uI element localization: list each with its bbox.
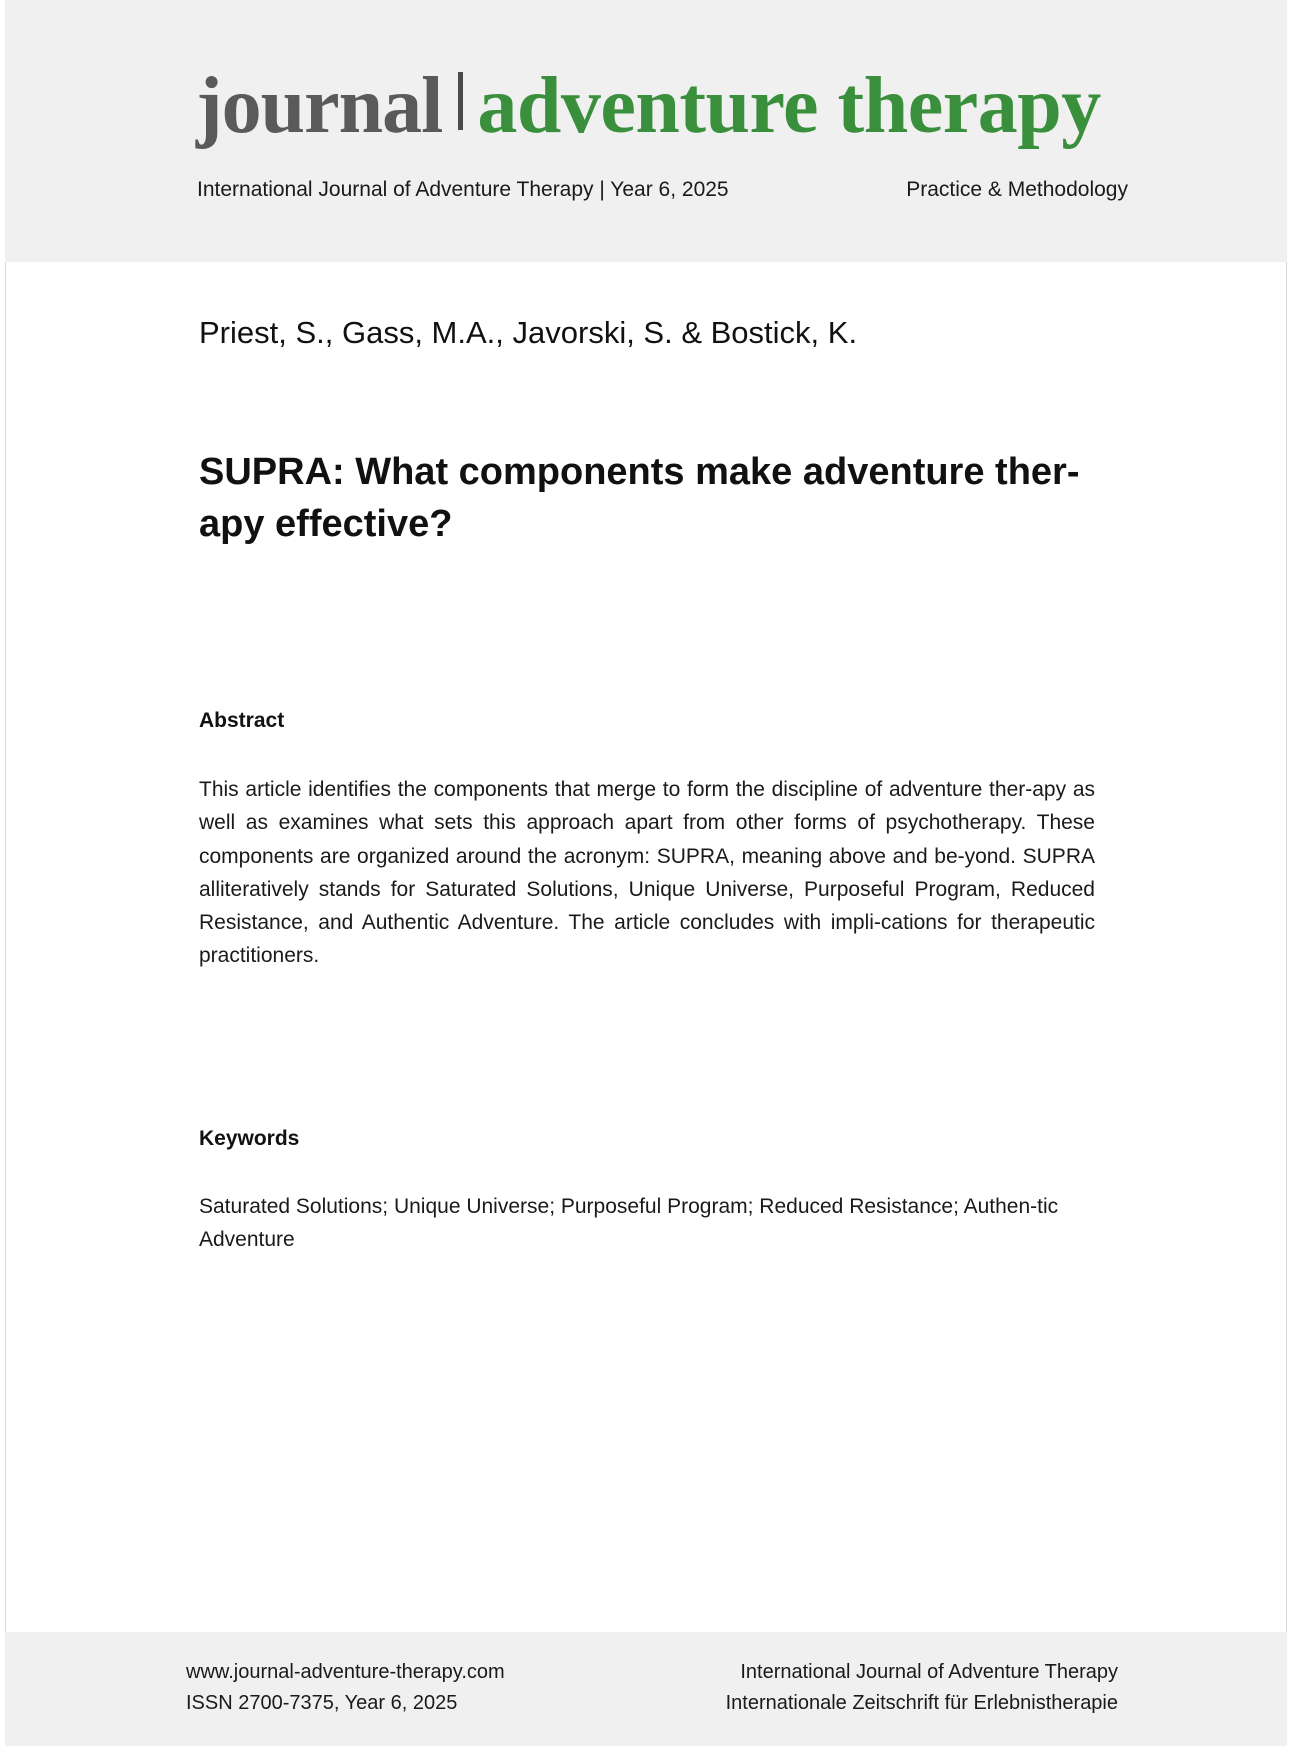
journal-masthead (196, 62, 1101, 150)
abstract-heading: Abstract (199, 709, 285, 732)
footer-website: www.journal-adventure-therapy.com (186, 1661, 505, 1683)
footer-right (726, 1657, 1118, 1719)
article-title: SUPRA: What components make adventure ther-apy effective? (199, 451, 1080, 545)
section-label: Practice & Methodology (906, 178, 1128, 201)
footer-left (186, 1657, 505, 1719)
footer-issn: ISSN 2700-7375, Year 6, 2025 (186, 1692, 458, 1714)
keywords-heading: Keywords (199, 1127, 300, 1150)
footer-journal-en: International Journal of Adventure Therapy (740, 1661, 1118, 1683)
keywords-text: Saturated Solutions; Unique Universe; Purposeful Program; Reduced Resistance; Authen-tic Adventure (199, 1195, 1059, 1252)
article-authors: Priest, S., Gass, M.A., Javorski, S. & Bostick, K. (199, 315, 858, 350)
abstract-text: This article identifies the components that merge to form the discipline of adventure ther-apy as well as examines what sets this approach apart from other forms of psychotherapy. These components are organized around the acronym: SUPRA, meaning above and be-yond. SUPRA alliteratively stands for Saturated Solutions, Unique Universe, Purposeful Program, Reduced Resistance, and Authentic Adventure. The article concludes with impli-cations for therapeutic practitioners. (199, 778, 1095, 968)
journal-issue-line: International Journal of Adventure Therapy | Year 6, 2025 (197, 178, 729, 201)
masthead-separator (458, 72, 463, 130)
masthead-journal-word: journal (196, 62, 443, 150)
footer-journal-de: Internationale Zeitschrift für Erlebnistherapie (725, 1692, 1118, 1714)
masthead-adventure-therapy: adventure therapy (477, 62, 1101, 150)
